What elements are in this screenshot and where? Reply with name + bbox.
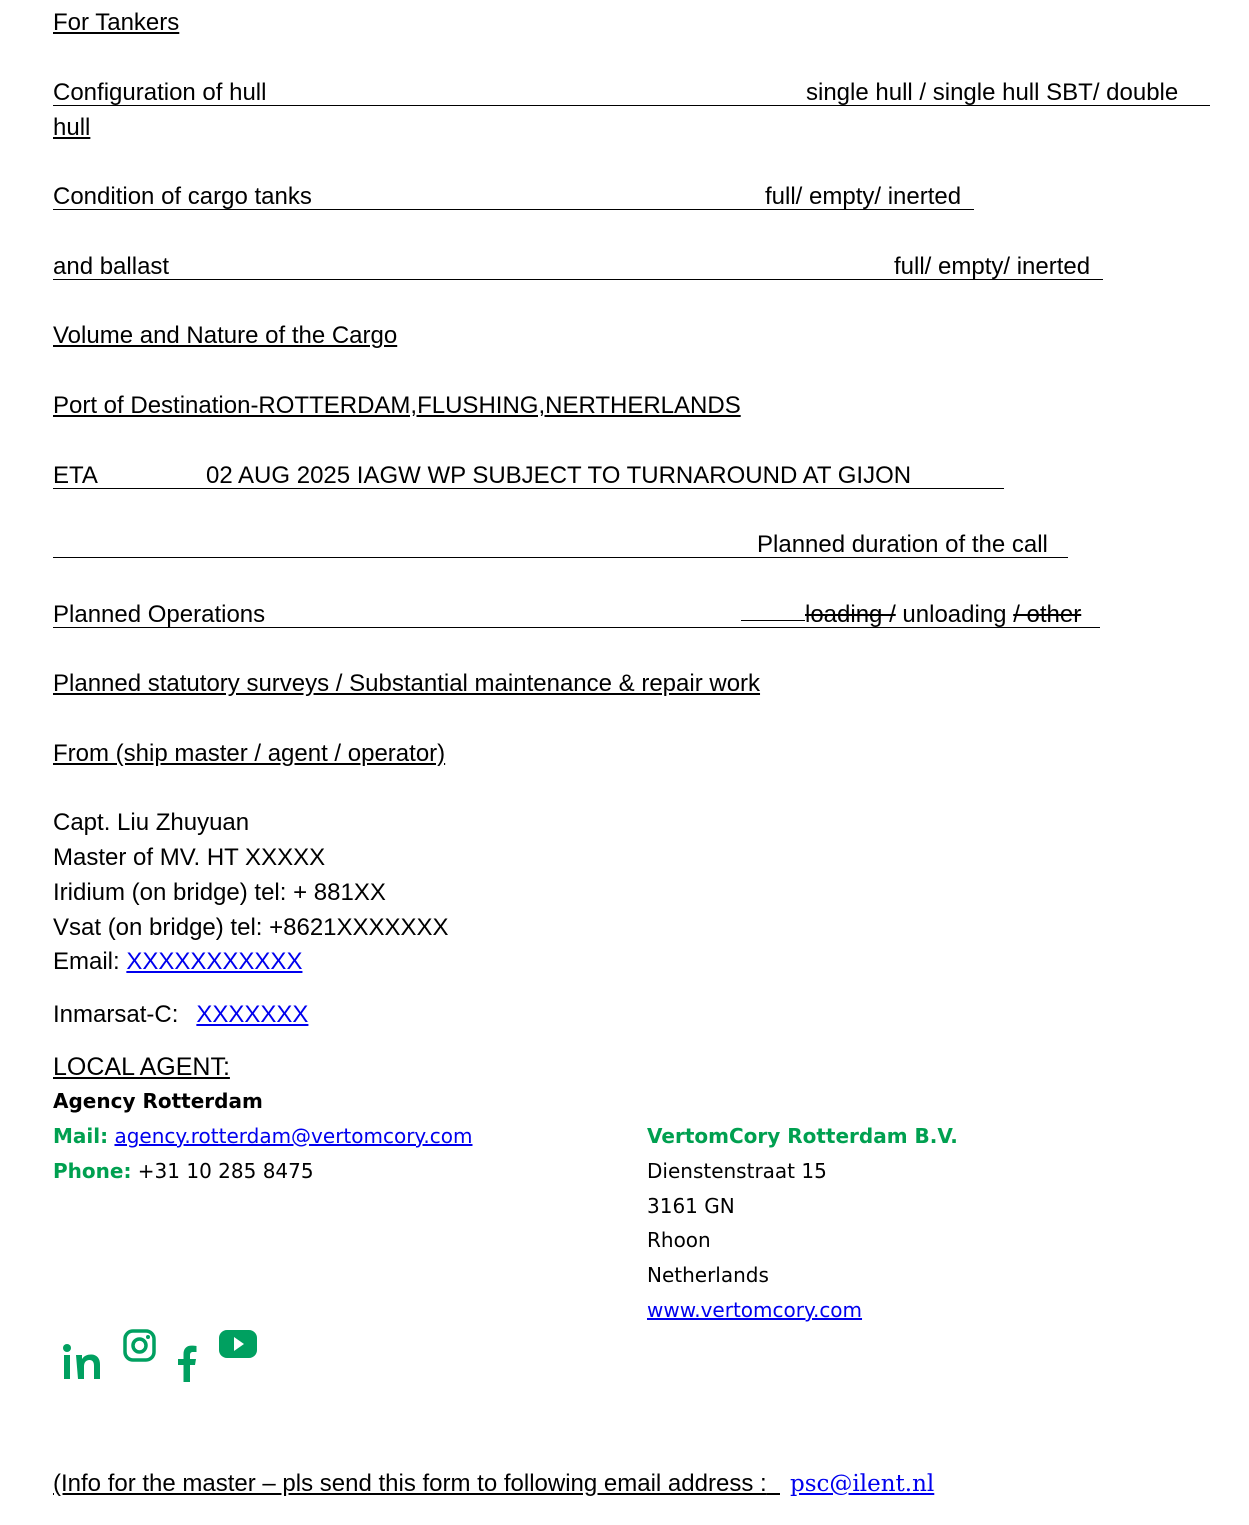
duration-label: Planned duration of the call bbox=[757, 531, 1048, 558]
agency-phone: +31 10 285 8475 bbox=[137, 1159, 314, 1183]
ballast-label: and ballast bbox=[53, 253, 170, 280]
master-name: Capt. Liu Zhuyuan bbox=[53, 809, 250, 836]
mail-label: Mail: bbox=[53, 1124, 109, 1148]
master-iridium: Iridium (on bridge) tel: + 881XX bbox=[53, 879, 386, 906]
ballast-options: full/ empty/ inerted bbox=[894, 253, 1091, 280]
operations-label: Planned Operations bbox=[53, 601, 266, 628]
local-agent-heading: LOCAL AGENT: bbox=[53, 1053, 230, 1081]
master-vessel: Master of MV. HT XXXXX bbox=[53, 844, 326, 871]
operations-options bbox=[805, 601, 1081, 629]
agency-mail-line bbox=[53, 1123, 473, 1149]
op-loading: loading / bbox=[805, 601, 896, 628]
company-postcode: 3161 GN bbox=[647, 1194, 735, 1218]
footer-info-line bbox=[53, 1470, 934, 1498]
company-city: Rhoon bbox=[647, 1228, 711, 1252]
agency-mail-link[interactable]: agency.rotterdam@vertomcory.com bbox=[114, 1124, 473, 1148]
facebook-icon[interactable] bbox=[176, 1344, 198, 1382]
operations-strike-lead bbox=[741, 620, 805, 621]
youtube-icon[interactable] bbox=[219, 1330, 257, 1358]
eta-label: ETA bbox=[53, 462, 98, 489]
company-country: Netherlands bbox=[647, 1263, 769, 1287]
master-email-label: Email: bbox=[53, 948, 127, 975]
company-website-link[interactable]: www.vertomcory.com bbox=[647, 1298, 863, 1322]
inmarsat-link[interactable]: XXXXXXX bbox=[196, 1001, 309, 1028]
eta-value: 02 AUG 2025 IAGW WP SUBJECT TO TURNAROUND AT GIJON bbox=[206, 462, 912, 489]
company-name: VertomCory Rotterdam B.V. bbox=[647, 1124, 958, 1148]
hull-options: single hull / single hull SBT/ double bbox=[806, 79, 1179, 106]
destination-line: Port of Destination-ROTTERDAM,FLUSHING,NERTHERLANDS bbox=[53, 392, 741, 419]
master-vsat: Vsat (on bridge) tel: +8621XXXXXXX bbox=[53, 914, 449, 941]
volume-label: Volume and Nature of the Cargo bbox=[53, 322, 398, 349]
op-unloading: unloading bbox=[902, 601, 1007, 628]
cargo-tanks-options: full/ empty/ inerted bbox=[765, 183, 962, 210]
linkedin-icon[interactable] bbox=[62, 1343, 102, 1381]
footer-email-link[interactable]: psc@ilent.nl bbox=[790, 1471, 935, 1497]
from-label: From (ship master / agent / operator) bbox=[53, 740, 446, 767]
hull-options-wrap: hull bbox=[53, 114, 91, 141]
phone-label: Phone: bbox=[53, 1159, 132, 1183]
for-tankers-heading: For Tankers bbox=[53, 9, 180, 36]
master-email-link[interactable]: XXXXXXXXXXX bbox=[126, 948, 303, 975]
footer-info: (Info for the master – pls send this form to following email address : bbox=[53, 1470, 767, 1497]
hull-label: Configuration of hull bbox=[53, 79, 267, 106]
cargo-tanks-label: Condition of cargo tanks bbox=[53, 183, 312, 210]
op-other: / other bbox=[1013, 601, 1082, 628]
company-street: Dienstenstraat 15 bbox=[647, 1159, 827, 1183]
instagram-icon[interactable] bbox=[123, 1329, 156, 1362]
inmarsat-line bbox=[53, 1001, 308, 1029]
agency-phone-line bbox=[53, 1158, 314, 1184]
agency-name: Agency Rotterdam bbox=[53, 1089, 263, 1113]
surveys-label: Planned statutory surveys / Substantial maintenance & repair work bbox=[53, 670, 761, 697]
master-email-line bbox=[53, 948, 302, 976]
inmarsat-label: Inmarsat-C: bbox=[53, 1001, 179, 1028]
